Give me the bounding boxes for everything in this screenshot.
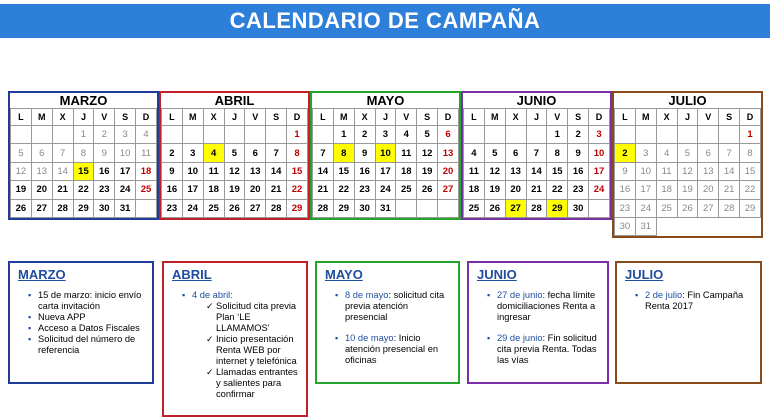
note-item (487, 290, 599, 323)
day-cell: 27 (31, 199, 52, 217)
day-cell: 23 (162, 199, 183, 217)
day-cell: 22 (547, 181, 568, 199)
day-cell (266, 126, 287, 144)
day-cell: 23 (615, 199, 636, 217)
weekday-header: M (31, 109, 52, 126)
weekday-header: L (11, 109, 32, 126)
day-cell: 21 (266, 181, 287, 199)
month-name: JULIO (668, 93, 707, 108)
day-cell: 13 (698, 162, 719, 180)
day-cell: 9 (568, 144, 589, 162)
month-marzo (8, 91, 159, 220)
day-cell: 12 (677, 162, 698, 180)
note-text: : solicitud cita previa atención presencial (345, 290, 445, 322)
day-cell: 1 (547, 126, 568, 144)
day-cell: 19 (677, 181, 698, 199)
day-cell: 21 (52, 181, 73, 199)
weekday-header: D (136, 109, 157, 126)
weekday-header: L (313, 109, 334, 126)
day-cell: 21 (313, 181, 334, 199)
day-cell: 24 (375, 181, 396, 199)
day-cell: 20 (698, 181, 719, 199)
note-box-junio (467, 261, 609, 384)
day-cell: 30 (568, 199, 589, 217)
weekday-header: L (615, 109, 636, 126)
note-text: : fecha límite domiciliaciones Renta a ingresar (497, 290, 596, 322)
weekday-header: M (484, 109, 505, 126)
day-cell (677, 126, 698, 144)
day-cell (526, 126, 547, 144)
day-cell (615, 126, 636, 144)
day-cell: 21 (719, 181, 740, 199)
day-cell: 13 (438, 144, 459, 162)
note-box-marzo (8, 261, 154, 384)
day-cell: 28 (313, 199, 334, 217)
day-cell: 7 (313, 144, 334, 162)
page-title: CALENDARIO DE CAMPAÑA (0, 4, 770, 38)
day-cell: 26 (677, 199, 698, 217)
day-cell: 11 (656, 162, 677, 180)
note-text: Acceso a Datos Fiscales (38, 323, 140, 333)
day-cell: 4 (203, 144, 224, 162)
day-cell: 7 (719, 144, 740, 162)
day-cell: 15 (547, 162, 568, 180)
day-cell: 22 (73, 181, 94, 199)
day-cell: 20 (438, 162, 459, 180)
month-name: JUNIO (516, 93, 557, 108)
note-item (635, 290, 752, 312)
day-cell: 27 (698, 199, 719, 217)
day-cell: 26 (11, 199, 32, 217)
day-cell: 3 (115, 126, 136, 144)
day-cell: 24 (182, 199, 203, 217)
day-cell: 27 (245, 199, 266, 217)
day-cell: 4 (396, 126, 417, 144)
day-cell: 27 (438, 181, 459, 199)
day-cell: 15 (333, 162, 354, 180)
weekday-header: J (224, 109, 245, 126)
day-cell (505, 126, 526, 144)
note-title: ABRIL (172, 267, 212, 282)
day-cell: 31 (115, 199, 136, 217)
day-cell: 19 (224, 181, 245, 199)
day-cell: 18 (396, 162, 417, 180)
day-cell: 7 (52, 144, 73, 162)
day-cell: 6 (698, 144, 719, 162)
month-julio (612, 91, 763, 238)
day-cell: 6 (438, 126, 459, 144)
day-cell: 30 (354, 199, 375, 217)
month-mayo (310, 91, 461, 220)
day-cell: 12 (484, 162, 505, 180)
weekday-header: X (52, 109, 73, 126)
day-cell: 10 (115, 144, 136, 162)
weekday-header: X (656, 109, 677, 126)
day-cell: 18 (656, 181, 677, 199)
day-cell: 16 (162, 181, 183, 199)
day-cell: 26 (417, 181, 438, 199)
day-cell: 19 (417, 162, 438, 180)
day-cell: 14 (719, 162, 740, 180)
day-cell: 19 (484, 181, 505, 199)
month-name: MARZO (59, 93, 108, 108)
weekday-header: S (719, 109, 740, 126)
day-cell: 17 (589, 162, 610, 180)
day-cell (698, 126, 719, 144)
day-cell: 15 (740, 162, 761, 180)
day-cell: 27 (505, 199, 526, 217)
weekday-header: S (115, 109, 136, 126)
day-cell: 15 (287, 162, 308, 180)
day-cell: 20 (505, 181, 526, 199)
day-cell: 24 (115, 181, 136, 199)
weekday-header: M (182, 109, 203, 126)
day-cell: 31 (375, 199, 396, 217)
day-cell (438, 199, 459, 217)
day-cell: 5 (484, 144, 505, 162)
day-cell: 2 (568, 126, 589, 144)
day-cell: 17 (375, 162, 396, 180)
day-cell: 5 (224, 144, 245, 162)
weekday-header: X (505, 109, 526, 126)
note-box-abril (162, 261, 308, 417)
day-cell: 18 (136, 162, 157, 180)
note-item (28, 334, 144, 356)
note-text: : Inicio atención presencial en oficinas (345, 333, 439, 365)
day-cell: 25 (464, 199, 485, 217)
day-cell: 16 (568, 162, 589, 180)
day-cell: 24 (635, 199, 656, 217)
day-cell: 1 (740, 126, 761, 144)
day-cell: 12 (11, 162, 32, 180)
day-cell (656, 126, 677, 144)
day-cell: 25 (656, 199, 677, 217)
day-cell (635, 126, 656, 144)
weekday-header: J (677, 109, 698, 126)
day-cell: 17 (182, 181, 203, 199)
day-cell: 28 (266, 199, 287, 217)
day-cell: 15 (73, 162, 94, 180)
day-cell (224, 126, 245, 144)
day-cell: 16 (94, 162, 115, 180)
day-cell: 16 (354, 162, 375, 180)
day-cell (417, 199, 438, 217)
day-cell: 8 (740, 144, 761, 162)
note-item (28, 290, 144, 312)
weekday-header: L (162, 109, 183, 126)
note-title: JULIO (625, 267, 664, 282)
day-cell: 9 (615, 162, 636, 180)
weekday-header: S (568, 109, 589, 126)
day-cell: 26 (484, 199, 505, 217)
day-cell (589, 199, 610, 217)
note-text: : Fin Campaña Renta 2017 (645, 290, 744, 311)
note-date: 29 de junio (497, 333, 543, 343)
day-cell: 10 (635, 162, 656, 180)
day-cell: 20 (245, 181, 266, 199)
day-cell: 3 (375, 126, 396, 144)
note-item (28, 312, 144, 323)
day-cell (719, 126, 740, 144)
day-cell: 7 (526, 144, 547, 162)
day-cell: 9 (354, 144, 375, 162)
day-cell: 7 (266, 144, 287, 162)
note-box-julio (615, 261, 762, 384)
weekday-header: J (375, 109, 396, 126)
day-cell: 8 (547, 144, 568, 162)
weekday-header: V (547, 109, 568, 126)
weekday-header: J (526, 109, 547, 126)
day-cell: 31 (635, 217, 656, 235)
day-cell (203, 126, 224, 144)
note-date: 27 de junio (497, 290, 543, 300)
day-cell: 3 (182, 144, 203, 162)
day-cell: 2 (615, 144, 636, 162)
month-name: MAYO (366, 93, 405, 108)
day-cell: 11 (464, 162, 485, 180)
note-box-mayo (315, 261, 460, 384)
day-cell: 5 (677, 144, 698, 162)
day-cell: 10 (589, 144, 610, 162)
day-cell: 28 (719, 199, 740, 217)
day-cell: 4 (464, 144, 485, 162)
day-cell: 4 (136, 126, 157, 144)
day-cell: 23 (354, 181, 375, 199)
day-cell: 20 (31, 181, 52, 199)
weekday-header: D (438, 109, 459, 126)
day-cell: 28 (526, 199, 547, 217)
weekday-header: M (635, 109, 656, 126)
note-item (182, 290, 298, 400)
day-cell (313, 126, 334, 144)
day-cell: 30 (615, 217, 636, 235)
weekday-header: V (245, 109, 266, 126)
spacer (335, 323, 450, 333)
day-cell (162, 126, 183, 144)
day-cell (182, 126, 203, 144)
day-cell: 12 (224, 162, 245, 180)
day-cell: 6 (505, 144, 526, 162)
note-title: JUNIO (477, 267, 517, 282)
note-text: Solicitud del número de referencia (38, 334, 136, 355)
note-date: 10 de mayo (345, 333, 394, 343)
weekday-header: S (417, 109, 438, 126)
day-cell (31, 126, 52, 144)
weekday-header: X (203, 109, 224, 126)
day-cell: 23 (568, 181, 589, 199)
note-item (335, 290, 450, 323)
day-cell: 14 (526, 162, 547, 180)
day-cell: 8 (287, 144, 308, 162)
weekday-header: S (266, 109, 287, 126)
day-cell: 13 (245, 162, 266, 180)
weekday-header: L (464, 109, 485, 126)
note-date: 2 de julio (645, 290, 683, 300)
day-cell: 29 (287, 199, 308, 217)
day-cell: 1 (333, 126, 354, 144)
day-cell: 29 (740, 199, 761, 217)
day-cell: 9 (162, 162, 183, 180)
weekday-header: D (740, 109, 761, 126)
note-subitem: ✓ Llamadas entrantes y salientes para confirmar (206, 367, 298, 400)
day-cell: 3 (635, 144, 656, 162)
note-subitem: ✓ Solicitud cita previa Plan ‘LE LLAMAMOS’ (206, 301, 298, 334)
day-cell: 10 (182, 162, 203, 180)
note-text: : Fin solicitud cita previa Renta. Todas las vías (497, 333, 597, 365)
day-cell: 11 (136, 144, 157, 162)
day-cell (52, 126, 73, 144)
day-cell: 18 (203, 181, 224, 199)
month-abril (159, 91, 310, 220)
day-cell (464, 126, 485, 144)
weekday-header: V (698, 109, 719, 126)
day-cell: 25 (136, 181, 157, 199)
day-cell: 12 (417, 144, 438, 162)
day-cell: 11 (203, 162, 224, 180)
note-text: Nueva APP (38, 312, 86, 322)
day-cell: 18 (464, 181, 485, 199)
day-cell: 17 (115, 162, 136, 180)
weekday-header: J (73, 109, 94, 126)
day-cell: 29 (73, 199, 94, 217)
day-cell: 6 (31, 144, 52, 162)
note-date: 4 de abril: (192, 290, 233, 300)
note-text: 15 de marzo: inicio envío carta invitación (38, 290, 142, 311)
day-cell: 5 (11, 144, 32, 162)
day-cell: 24 (589, 181, 610, 199)
note-date: 8 de mayo (345, 290, 389, 300)
day-cell (136, 199, 157, 217)
day-cell: 4 (656, 144, 677, 162)
day-cell: 2 (162, 144, 183, 162)
weekday-header: M (333, 109, 354, 126)
day-cell: 23 (94, 181, 115, 199)
day-cell: 25 (396, 181, 417, 199)
spacer (487, 323, 599, 333)
day-cell: 1 (287, 126, 308, 144)
weekday-header: V (396, 109, 417, 126)
day-cell (484, 126, 505, 144)
day-cell: 8 (73, 144, 94, 162)
day-cell: 26 (224, 199, 245, 217)
day-cell: 22 (287, 181, 308, 199)
day-cell: 3 (589, 126, 610, 144)
day-cell (11, 126, 32, 144)
day-cell: 14 (266, 162, 287, 180)
day-cell: 14 (52, 162, 73, 180)
weekday-header: D (287, 109, 308, 126)
day-cell: 29 (547, 199, 568, 217)
day-cell: 21 (526, 181, 547, 199)
day-cell: 29 (333, 199, 354, 217)
day-cell (396, 199, 417, 217)
day-cell: 13 (505, 162, 526, 180)
day-cell: 1 (73, 126, 94, 144)
day-cell: 13 (31, 162, 52, 180)
weekday-header: X (354, 109, 375, 126)
day-cell: 10 (375, 144, 396, 162)
note-item (335, 333, 450, 366)
day-cell: 22 (333, 181, 354, 199)
day-cell: 14 (313, 162, 334, 180)
day-cell: 30 (94, 199, 115, 217)
day-cell: 2 (94, 126, 115, 144)
empty-cell (656, 217, 760, 235)
month-junio (461, 91, 612, 220)
day-cell: 8 (333, 144, 354, 162)
day-cell: 5 (417, 126, 438, 144)
day-cell (245, 126, 266, 144)
note-item (28, 323, 144, 334)
day-cell: 16 (615, 181, 636, 199)
weekday-header: D (589, 109, 610, 126)
day-cell: 28 (52, 199, 73, 217)
day-cell: 22 (740, 181, 761, 199)
note-subitem: ✓ Inicio presentación Renta WEB por internet y telefónica (206, 334, 298, 367)
day-cell: 9 (94, 144, 115, 162)
day-cell: 2 (354, 126, 375, 144)
note-item (487, 333, 599, 366)
day-cell: 17 (635, 181, 656, 199)
day-cell: 25 (203, 199, 224, 217)
day-cell: 11 (396, 144, 417, 162)
note-title: MARZO (18, 267, 66, 282)
day-cell: 6 (245, 144, 266, 162)
month-name: ABRIL (214, 93, 255, 108)
day-cell: 19 (11, 181, 32, 199)
weekday-header: V (94, 109, 115, 126)
note-title: MAYO (325, 267, 363, 282)
